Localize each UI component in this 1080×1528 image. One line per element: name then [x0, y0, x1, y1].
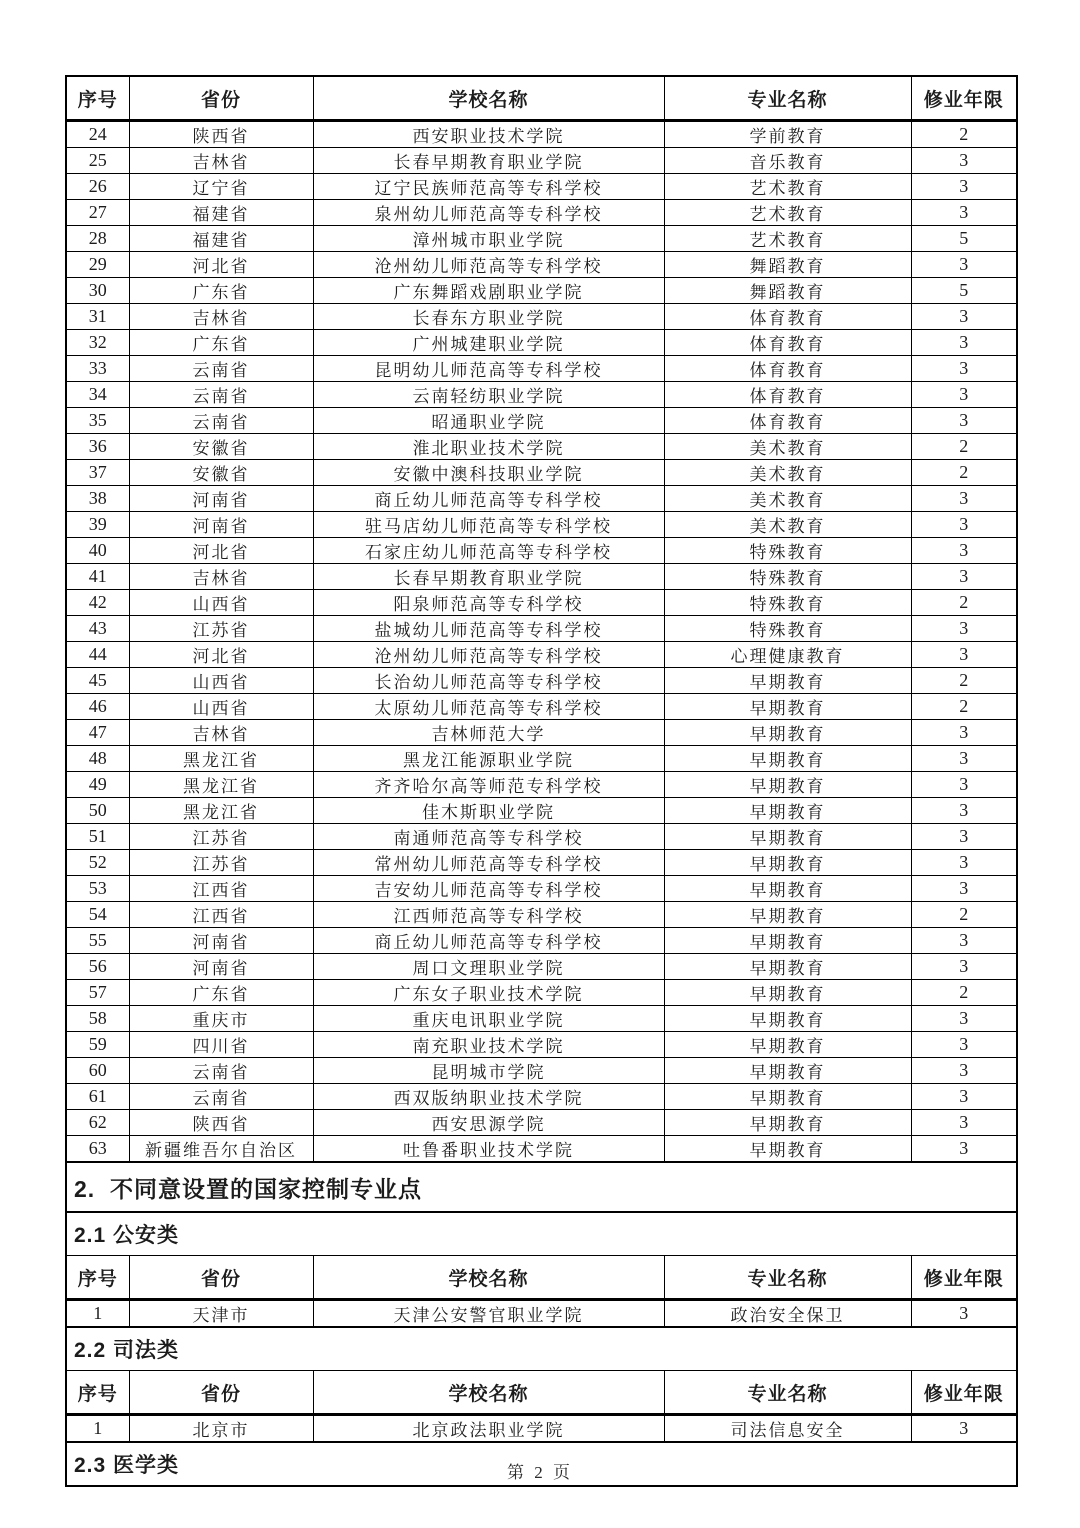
cell-school: 盐城幼儿师范高等专科学校 — [313, 616, 664, 642]
cell-seq: 50 — [66, 798, 129, 824]
table-row — [66, 148, 1017, 174]
cell-school: 昆明幼儿师范高等专科学校 — [313, 356, 664, 382]
table-row — [66, 798, 1017, 824]
table-row — [66, 1006, 1017, 1032]
table-row — [66, 434, 1017, 460]
cell-school: 石家庄幼儿师范高等专科学校 — [313, 538, 664, 564]
cell-seq: 47 — [66, 720, 129, 746]
cell-province: 吉林省 — [129, 148, 313, 174]
cell-seq: 40 — [66, 538, 129, 564]
cell-years: 3 — [911, 1415, 1017, 1443]
table-header-row — [66, 1371, 1017, 1415]
cell-seq: 30 — [66, 278, 129, 304]
column-header-years: 修业年限 — [911, 1256, 1017, 1300]
section-heading: 2.1 公安类 — [66, 1212, 1017, 1256]
cell-school: 沧州幼儿师范高等专科学校 — [313, 252, 664, 278]
cell-school: 昭通职业学院 — [313, 408, 664, 434]
cell-seq: 54 — [66, 902, 129, 928]
table-row — [66, 668, 1017, 694]
table-header-row — [66, 1256, 1017, 1300]
table-row — [66, 486, 1017, 512]
cell-years: 5 — [911, 278, 1017, 304]
table-row — [66, 512, 1017, 538]
table-row — [66, 954, 1017, 980]
cell-province: 山西省 — [129, 668, 313, 694]
cell-years: 3 — [911, 1006, 1017, 1032]
cell-school: 西双版纳职业技术学院 — [313, 1084, 664, 1110]
cell-major: 早期教育 — [664, 668, 911, 694]
cell-province: 安徽省 — [129, 434, 313, 460]
approval-table — [65, 75, 1018, 1487]
column-header-seq: 序号 — [66, 1371, 129, 1415]
cell-years: 3 — [911, 408, 1017, 434]
cell-major: 早期教育 — [664, 1110, 911, 1136]
cell-seq: 39 — [66, 512, 129, 538]
cell-major: 早期教育 — [664, 928, 911, 954]
cell-seq: 58 — [66, 1006, 129, 1032]
cell-years: 3 — [911, 850, 1017, 876]
table-row — [66, 1084, 1017, 1110]
table-body — [66, 76, 1017, 1486]
cell-major: 美术教育 — [664, 486, 911, 512]
cell-school: 江西师范高等专科学校 — [313, 902, 664, 928]
cell-province: 云南省 — [129, 1058, 313, 1084]
section-heading: 2.3 医学类 — [66, 1442, 1017, 1486]
cell-seq: 25 — [66, 148, 129, 174]
cell-province: 江西省 — [129, 876, 313, 902]
cell-seq: 59 — [66, 1032, 129, 1058]
cell-seq: 32 — [66, 330, 129, 356]
cell-province: 吉林省 — [129, 564, 313, 590]
cell-province: 天津市 — [129, 1300, 313, 1328]
cell-years: 3 — [911, 798, 1017, 824]
cell-province: 辽宁省 — [129, 174, 313, 200]
cell-major: 艺术教育 — [664, 174, 911, 200]
cell-province: 河南省 — [129, 928, 313, 954]
table-row — [66, 824, 1017, 850]
cell-years: 2 — [911, 434, 1017, 460]
cell-school: 安徽中澳科技职业学院 — [313, 460, 664, 486]
cell-major: 政治安全保卫 — [664, 1300, 911, 1328]
cell-seq: 24 — [66, 121, 129, 148]
cell-seq: 35 — [66, 408, 129, 434]
cell-school: 吉安幼儿师范高等专科学校 — [313, 876, 664, 902]
cell-school: 昆明城市学院 — [313, 1058, 664, 1084]
table-row — [66, 408, 1017, 434]
cell-province: 安徽省 — [129, 460, 313, 486]
column-header-major: 专业名称 — [664, 1256, 911, 1300]
cell-province: 福建省 — [129, 200, 313, 226]
cell-seq: 44 — [66, 642, 129, 668]
section-row — [66, 1162, 1017, 1212]
cell-years: 2 — [911, 668, 1017, 694]
cell-seq: 53 — [66, 876, 129, 902]
cell-school: 吐鲁番职业技术学院 — [313, 1136, 664, 1163]
table-row — [66, 330, 1017, 356]
cell-major: 学前教育 — [664, 121, 911, 148]
section-row — [66, 1212, 1017, 1256]
cell-school: 南通师范高等专科学校 — [313, 824, 664, 850]
cell-years: 2 — [911, 980, 1017, 1006]
table-row — [66, 1415, 1017, 1443]
cell-seq: 34 — [66, 382, 129, 408]
cell-major: 早期教育 — [664, 798, 911, 824]
cell-province: 河北省 — [129, 538, 313, 564]
cell-major: 司法信息安全 — [664, 1415, 911, 1443]
table-row — [66, 980, 1017, 1006]
cell-years: 2 — [911, 590, 1017, 616]
cell-major: 体育教育 — [664, 330, 911, 356]
cell-school: 泉州幼儿师范高等专科学校 — [313, 200, 664, 226]
cell-school: 商丘幼儿师范高等专科学校 — [313, 928, 664, 954]
cell-school: 太原幼儿师范高等专科学校 — [313, 694, 664, 720]
cell-major: 音乐教育 — [664, 148, 911, 174]
cell-major: 体育教育 — [664, 304, 911, 330]
cell-province: 江西省 — [129, 902, 313, 928]
cell-province: 广东省 — [129, 330, 313, 356]
cell-seq: 52 — [66, 850, 129, 876]
cell-province: 江苏省 — [129, 616, 313, 642]
table-row — [66, 720, 1017, 746]
cell-province: 陕西省 — [129, 121, 313, 148]
cell-school: 长春早期教育职业学院 — [313, 564, 664, 590]
cell-major: 早期教育 — [664, 1084, 911, 1110]
table-row — [66, 1136, 1017, 1163]
cell-years: 3 — [911, 616, 1017, 642]
cell-years: 2 — [911, 902, 1017, 928]
cell-years: 5 — [911, 226, 1017, 252]
cell-years: 3 — [911, 1084, 1017, 1110]
cell-seq: 42 — [66, 590, 129, 616]
cell-major: 早期教育 — [664, 746, 911, 772]
table-row — [66, 1300, 1017, 1328]
column-header-seq: 序号 — [66, 76, 129, 121]
cell-years: 3 — [911, 1058, 1017, 1084]
section-heading: 2. 不同意设置的国家控制专业点 — [66, 1162, 1017, 1212]
cell-major: 体育教育 — [664, 356, 911, 382]
cell-province: 云南省 — [129, 382, 313, 408]
cell-province: 北京市 — [129, 1415, 313, 1443]
cell-years: 3 — [911, 252, 1017, 278]
cell-seq: 26 — [66, 174, 129, 200]
cell-seq: 57 — [66, 980, 129, 1006]
cell-major: 心理健康教育 — [664, 642, 911, 668]
cell-major: 早期教育 — [664, 1136, 911, 1163]
cell-major: 早期教育 — [664, 720, 911, 746]
cell-major: 早期教育 — [664, 902, 911, 928]
cell-years: 3 — [911, 486, 1017, 512]
cell-province: 黑龙江省 — [129, 772, 313, 798]
table-row — [66, 1032, 1017, 1058]
cell-major: 早期教育 — [664, 1032, 911, 1058]
table-row — [66, 278, 1017, 304]
table-row — [66, 642, 1017, 668]
cell-province: 河南省 — [129, 512, 313, 538]
cell-years: 3 — [911, 876, 1017, 902]
cell-school: 辽宁民族师范高等专科学校 — [313, 174, 664, 200]
cell-province: 江苏省 — [129, 824, 313, 850]
cell-school: 驻马店幼儿师范高等专科学校 — [313, 512, 664, 538]
cell-school: 齐齐哈尔高等师范专科学校 — [313, 772, 664, 798]
cell-years: 3 — [911, 954, 1017, 980]
cell-school: 沧州幼儿师范高等专科学校 — [313, 642, 664, 668]
cell-years: 3 — [911, 1110, 1017, 1136]
column-header-province: 省份 — [129, 1256, 313, 1300]
cell-seq: 33 — [66, 356, 129, 382]
column-header-school: 学校名称 — [313, 1371, 664, 1415]
cell-province: 河北省 — [129, 642, 313, 668]
table-row — [66, 694, 1017, 720]
cell-school: 长春早期教育职业学院 — [313, 148, 664, 174]
cell-major: 早期教育 — [664, 980, 911, 1006]
cell-school: 天津公安警官职业学院 — [313, 1300, 664, 1328]
cell-seq: 36 — [66, 434, 129, 460]
cell-seq: 60 — [66, 1058, 129, 1084]
cell-years: 3 — [911, 720, 1017, 746]
cell-school: 商丘幼儿师范高等专科学校 — [313, 486, 664, 512]
table-row — [66, 382, 1017, 408]
column-header-major: 专业名称 — [664, 1371, 911, 1415]
cell-province: 河南省 — [129, 954, 313, 980]
column-header-years: 修业年限 — [911, 1371, 1017, 1415]
cell-seq: 29 — [66, 252, 129, 278]
cell-major: 艺术教育 — [664, 226, 911, 252]
column-header-school: 学校名称 — [313, 1256, 664, 1300]
cell-years: 2 — [911, 460, 1017, 486]
cell-seq: 61 — [66, 1084, 129, 1110]
table-row — [66, 616, 1017, 642]
cell-major: 美术教育 — [664, 434, 911, 460]
cell-province: 云南省 — [129, 1084, 313, 1110]
cell-years: 2 — [911, 694, 1017, 720]
cell-seq: 28 — [66, 226, 129, 252]
cell-major: 早期教育 — [664, 772, 911, 798]
cell-province: 广东省 — [129, 980, 313, 1006]
cell-years: 2 — [911, 121, 1017, 148]
cell-school: 长治幼儿师范高等专科学校 — [313, 668, 664, 694]
cell-seq: 55 — [66, 928, 129, 954]
cell-years: 3 — [911, 330, 1017, 356]
column-header-province: 省份 — [129, 76, 313, 121]
cell-seq: 1 — [66, 1300, 129, 1328]
cell-years: 3 — [911, 772, 1017, 798]
table-row — [66, 772, 1017, 798]
cell-major: 早期教育 — [664, 694, 911, 720]
cell-province: 江苏省 — [129, 850, 313, 876]
cell-years: 3 — [911, 642, 1017, 668]
table-row — [66, 200, 1017, 226]
cell-school: 淮北职业技术学院 — [313, 434, 664, 460]
table-row — [66, 304, 1017, 330]
cell-school: 重庆电讯职业学院 — [313, 1006, 664, 1032]
cell-years: 3 — [911, 1032, 1017, 1058]
cell-province: 山西省 — [129, 590, 313, 616]
cell-major: 舞蹈教育 — [664, 252, 911, 278]
cell-seq: 1 — [66, 1415, 129, 1443]
cell-school: 漳州城市职业学院 — [313, 226, 664, 252]
cell-major: 早期教育 — [664, 876, 911, 902]
cell-province: 黑龙江省 — [129, 746, 313, 772]
column-header-school: 学校名称 — [313, 76, 664, 121]
cell-province: 河北省 — [129, 252, 313, 278]
cell-school: 南充职业技术学院 — [313, 1032, 664, 1058]
cell-years: 3 — [911, 148, 1017, 174]
cell-school: 黑龙江能源职业学院 — [313, 746, 664, 772]
cell-years: 3 — [911, 564, 1017, 590]
cell-school: 西安职业技术学院 — [313, 121, 664, 148]
cell-major: 特殊教育 — [664, 616, 911, 642]
cell-school: 佳木斯职业学院 — [313, 798, 664, 824]
table-row — [66, 902, 1017, 928]
cell-school: 西安思源学院 — [313, 1110, 664, 1136]
cell-school: 阳泉师范高等专科学校 — [313, 590, 664, 616]
table-row — [66, 356, 1017, 382]
table-row — [66, 590, 1017, 616]
table-row — [66, 564, 1017, 590]
cell-seq: 37 — [66, 460, 129, 486]
cell-years: 3 — [911, 928, 1017, 954]
column-header-years: 修业年限 — [911, 76, 1017, 121]
cell-province: 陕西省 — [129, 1110, 313, 1136]
cell-major: 特殊教育 — [664, 564, 911, 590]
cell-major: 早期教育 — [664, 954, 911, 980]
cell-school: 吉林师范大学 — [313, 720, 664, 746]
cell-major: 早期教育 — [664, 1058, 911, 1084]
cell-seq: 46 — [66, 694, 129, 720]
table-row — [66, 746, 1017, 772]
cell-province: 吉林省 — [129, 304, 313, 330]
section-row — [66, 1327, 1017, 1371]
cell-years: 3 — [911, 538, 1017, 564]
cell-province: 重庆市 — [129, 1006, 313, 1032]
table-row — [66, 226, 1017, 252]
table-row — [66, 174, 1017, 200]
cell-province: 广东省 — [129, 278, 313, 304]
cell-school: 北京政法职业学院 — [313, 1415, 664, 1443]
cell-major: 早期教育 — [664, 1006, 911, 1032]
cell-seq: 62 — [66, 1110, 129, 1136]
table-row — [66, 1110, 1017, 1136]
cell-years: 3 — [911, 200, 1017, 226]
cell-major: 早期教育 — [664, 850, 911, 876]
cell-major: 美术教育 — [664, 512, 911, 538]
column-header-province: 省份 — [129, 1371, 313, 1415]
cell-school: 广东女子职业技术学院 — [313, 980, 664, 1006]
cell-school: 长春东方职业学院 — [313, 304, 664, 330]
cell-major: 特殊教育 — [664, 538, 911, 564]
cell-years: 3 — [911, 824, 1017, 850]
cell-province: 四川省 — [129, 1032, 313, 1058]
table-row — [66, 1058, 1017, 1084]
table-row — [66, 460, 1017, 486]
cell-seq: 45 — [66, 668, 129, 694]
table-row — [66, 876, 1017, 902]
page-number: 第 2 页 — [507, 1463, 573, 1482]
cell-province: 吉林省 — [129, 720, 313, 746]
cell-years: 3 — [911, 746, 1017, 772]
cell-years: 3 — [911, 356, 1017, 382]
cell-province: 福建省 — [129, 226, 313, 252]
column-header-major: 专业名称 — [664, 76, 911, 121]
cell-province: 山西省 — [129, 694, 313, 720]
cell-major: 美术教育 — [664, 460, 911, 486]
cell-years: 3 — [911, 512, 1017, 538]
cell-school: 周口文理职业学院 — [313, 954, 664, 980]
cell-province: 云南省 — [129, 408, 313, 434]
cell-province: 河南省 — [129, 486, 313, 512]
table-row — [66, 850, 1017, 876]
cell-seq: 63 — [66, 1136, 129, 1163]
cell-seq: 48 — [66, 746, 129, 772]
cell-seq: 56 — [66, 954, 129, 980]
table-row — [66, 252, 1017, 278]
cell-major: 早期教育 — [664, 824, 911, 850]
cell-seq: 51 — [66, 824, 129, 850]
table-row — [66, 538, 1017, 564]
cell-seq: 49 — [66, 772, 129, 798]
cell-years: 3 — [911, 382, 1017, 408]
cell-major: 特殊教育 — [664, 590, 911, 616]
cell-major: 体育教育 — [664, 408, 911, 434]
cell-seq: 27 — [66, 200, 129, 226]
cell-seq: 41 — [66, 564, 129, 590]
column-header-seq: 序号 — [66, 1256, 129, 1300]
cell-major: 艺术教育 — [664, 200, 911, 226]
table-row — [66, 121, 1017, 148]
cell-province: 云南省 — [129, 356, 313, 382]
cell-school: 广东舞蹈戏剧职业学院 — [313, 278, 664, 304]
cell-school: 广州城建职业学院 — [313, 330, 664, 356]
cell-province: 新疆维吾尔自治区 — [129, 1136, 313, 1163]
cell-seq: 38 — [66, 486, 129, 512]
cell-major: 体育教育 — [664, 382, 911, 408]
cell-school: 云南轻纺职业学院 — [313, 382, 664, 408]
cell-seq: 31 — [66, 304, 129, 330]
cell-province: 黑龙江省 — [129, 798, 313, 824]
table-row — [66, 928, 1017, 954]
cell-years: 3 — [911, 1136, 1017, 1163]
cell-major: 舞蹈教育 — [664, 278, 911, 304]
section-heading: 2.2 司法类 — [66, 1327, 1017, 1371]
table-header-row — [66, 76, 1017, 121]
cell-years: 3 — [911, 304, 1017, 330]
cell-years: 3 — [911, 174, 1017, 200]
cell-seq: 43 — [66, 616, 129, 642]
cell-school: 常州幼儿师范高等专科学校 — [313, 850, 664, 876]
cell-years: 3 — [911, 1300, 1017, 1328]
